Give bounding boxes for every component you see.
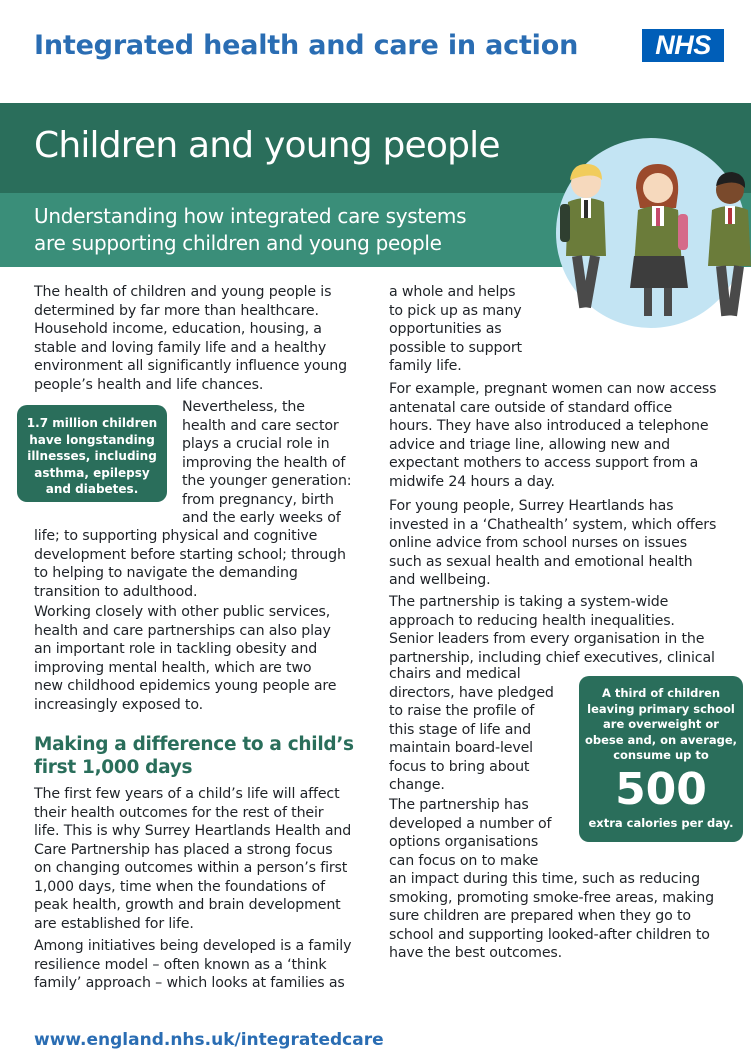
text-line: The partnership has <box>389 797 529 813</box>
text-line: people’s health and life chances. <box>34 376 264 393</box>
text-line: directors, have pledged <box>389 684 554 701</box>
text-line: improving the health of <box>182 454 346 471</box>
text-line: 1,000 days, time when the foundations of <box>34 878 325 895</box>
text-line: life. This is why Surrey Heartlands Health and <box>34 823 352 839</box>
paragraph-nevertheless-full <box>34 527 364 601</box>
text-line: Nevertheless, the <box>182 399 305 415</box>
text-line: approach to reducing health inequalities. <box>389 612 675 629</box>
text-line: antenatal care outside of standard office <box>389 399 673 416</box>
text-line: opportunities as <box>389 321 502 337</box>
subtitle-line: Understanding how integrated care systems <box>34 204 467 228</box>
text-line: advice and triage line, allowing new and <box>389 436 671 453</box>
stat-big-number: 500 <box>615 763 707 815</box>
text-line: the younger generation: <box>182 473 352 489</box>
text-line: can focus on to make <box>389 852 539 869</box>
text-line: a whole and helps <box>389 284 516 300</box>
text-line: development before starting school; through <box>34 546 346 563</box>
heading-line: Making a difference to a child’s <box>34 734 354 755</box>
paragraph-chathealth <box>389 497 739 590</box>
text-line: developed a number of <box>389 815 552 832</box>
text-line: Household income, education, housing, a <box>34 321 322 337</box>
callout-line: leaving primary school <box>587 701 735 716</box>
text-line: health and care partnerships can also play <box>34 622 331 639</box>
text-line: midwife 24 hours a day. <box>389 473 555 490</box>
text-line: Senior leaders from every organisation in the <box>389 631 705 647</box>
text-line: smoking, promoting smoke-free areas, making <box>389 889 714 906</box>
callout-line: consume up to <box>613 748 709 762</box>
heading-line: first 1,000 days <box>34 757 193 778</box>
stat-footer: extra calories per day. <box>588 815 734 830</box>
text-line: Working closely with other public services, <box>34 604 331 620</box>
text-line: increasingly exposed to. <box>34 696 203 713</box>
text-line: change. <box>389 777 445 793</box>
paragraph-public-services <box>34 603 364 714</box>
text-line: this stage of life and <box>389 721 531 738</box>
text-line: on changing outcomes within a person’s first <box>34 860 348 876</box>
text-line: invested in a ‘Chathealth’ system, which offers <box>389 516 717 533</box>
text-line: For young people, Surrey Heartlands has <box>389 498 674 514</box>
text-line: The partnership is taking a system-wide <box>389 594 669 610</box>
text-line: stable and loving family life and a healthy <box>34 339 327 356</box>
text-line: to raise the profile of <box>389 703 535 719</box>
paragraph-first-years <box>34 785 364 933</box>
text-line: transition to adulthood. <box>34 583 198 600</box>
children-illustration <box>548 138 751 328</box>
text-line: Among initiatives being developed is a family <box>34 938 352 954</box>
text-line: expectant mothers to access support from a <box>389 455 699 471</box>
callout-line: A third of children <box>601 686 721 700</box>
text-line: their health outcomes for the rest of their <box>34 804 324 821</box>
text-line: improving mental health, which are two <box>34 659 312 676</box>
text-line: sure children are prepared when they go to <box>389 908 691 924</box>
callout-line: illnesses, including <box>27 449 157 463</box>
text-line: resilience model – often known as a ‘think <box>34 956 327 973</box>
text-line: Care Partnership has placed a strong focus <box>34 841 333 858</box>
text-line: For example, pregnant women can now access <box>389 381 717 397</box>
callout-line: have longstanding <box>29 432 155 447</box>
text-line: determined by far more than healthcare. <box>34 302 319 319</box>
paragraph-whole-family <box>389 283 549 376</box>
text-line: life; to supporting physical and cognitive <box>34 528 318 544</box>
text-line: The health of children and young people is <box>34 284 332 300</box>
section-heading <box>34 733 364 779</box>
stat-callout-illnesses <box>17 405 167 502</box>
text-line: and the early weeks of <box>182 510 341 526</box>
text-line: health and care sector <box>182 417 339 434</box>
callout-line: obese and, on average, <box>584 732 738 747</box>
paragraph-initiatives <box>34 937 364 993</box>
footer-link[interactable]: www.england.nhs.uk/integratedcare <box>34 1030 384 1050</box>
text-line: new childhood epidemics young people are <box>34 678 337 694</box>
text-line: partnership, including chief executives, clinical <box>389 649 715 666</box>
callout-line: 1.7 million children <box>26 416 158 430</box>
intro-paragraph <box>34 283 364 394</box>
paragraph-options-full <box>389 870 739 963</box>
paragraph-options-wrap <box>389 796 569 870</box>
text-line: options organisations <box>389 834 539 850</box>
text-line: online advice from school nurses on issues <box>389 535 687 551</box>
text-line: and wellbeing. <box>389 572 491 588</box>
callout-line: are overweight or <box>603 717 719 731</box>
text-line: family life. <box>389 358 462 374</box>
text-line: have the best outcomes. <box>389 945 563 961</box>
text-line: The first few years of a child’s life will affect <box>34 786 340 802</box>
text-line: school and supporting looked-after children to <box>389 926 710 943</box>
paragraph-system-wide <box>389 593 739 667</box>
text-line: to pick up as many <box>389 302 522 319</box>
text-line: plays a crucial role in <box>182 436 330 452</box>
nhs-logo: NHS <box>642 29 724 62</box>
text-line: environment all significantly influence young <box>34 358 347 374</box>
paragraph-nevertheless-wrap <box>182 398 372 528</box>
text-line: an impact during this time, such as reducing <box>389 871 700 887</box>
text-line: possible to support <box>389 339 522 356</box>
stat-callout-obesity <box>579 676 743 842</box>
publication-series-title: Integrated health and care in action <box>34 30 579 61</box>
paragraph-system-wide-wrap <box>389 665 569 795</box>
text-line: are established for life. <box>34 915 194 932</box>
text-line: to helping to navigate the demanding <box>34 565 298 581</box>
callout-line: asthma, epilepsy <box>34 465 150 480</box>
text-line: family’ approach – which looks at families as <box>34 975 345 991</box>
text-line: maintain board-level <box>389 740 533 756</box>
page-title: Children and young people <box>34 125 500 166</box>
subtitle-line: are supporting children and young people <box>34 231 442 255</box>
text-line: from pregnancy, birth <box>182 491 334 508</box>
text-line: an important role in tackling obesity and <box>34 641 318 657</box>
text-line: focus to bring about <box>389 758 530 775</box>
text-line: peak health, growth and brain development <box>34 897 341 913</box>
callout-line: and diabetes. <box>45 482 139 496</box>
text-line: such as sexual health and emotional health <box>389 553 693 570</box>
text-line: hours. They have also introduced a telephone <box>389 418 709 434</box>
page-subtitle <box>34 203 554 257</box>
paragraph-antenatal <box>389 380 739 491</box>
text-line: chairs and medical <box>389 666 521 682</box>
